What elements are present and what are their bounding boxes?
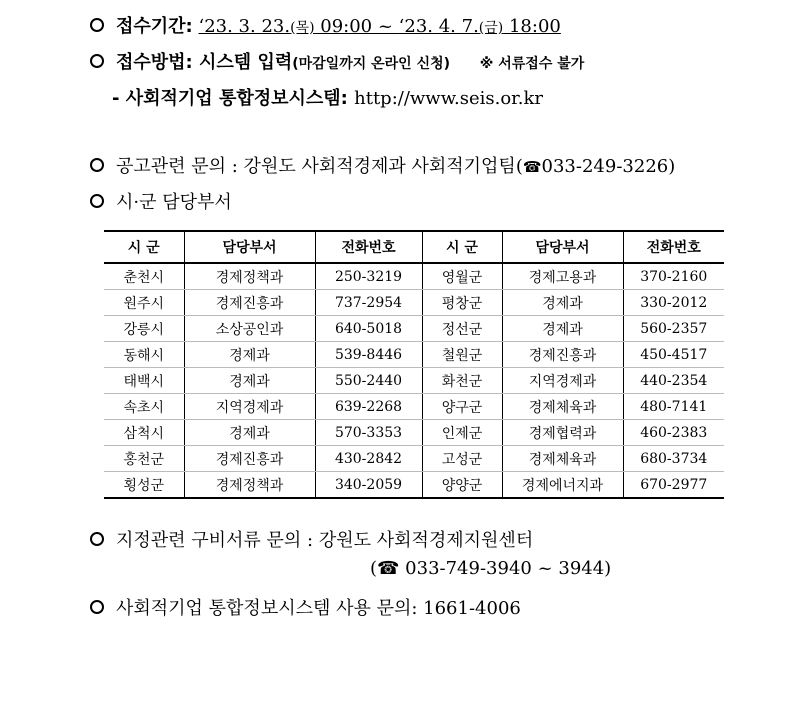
docs-inquiry-text: 지정관련 구비서류 문의 : 강원도 사회적경제지원센터 — [116, 530, 534, 551]
reception-method — [90, 48, 584, 74]
cell-dept: 경제체육과 — [502, 446, 623, 472]
cell-dept: 경제과 — [502, 290, 623, 316]
system-inquiry — [90, 594, 521, 620]
cell-dept: 지역경제과 — [502, 368, 623, 394]
cell-dept: 경제과 — [502, 316, 623, 342]
method-note: (마감일까지 온라인 신청) — [292, 56, 451, 72]
table-row — [104, 342, 724, 368]
phone-icon: ☎ — [522, 158, 542, 176]
cell-phone: 560-2357 — [623, 316, 724, 342]
cell-city: 홍천군 — [104, 446, 184, 472]
dept-table — [104, 230, 724, 499]
table-row — [104, 316, 724, 342]
cell-dept: 지역경제과 — [184, 394, 315, 420]
cell-dept: 경제과 — [184, 420, 315, 446]
cell-city: 고성군 — [422, 446, 502, 472]
dept-heading — [90, 188, 232, 214]
cell-city: 태백시 — [104, 368, 184, 394]
cell-city: 평창군 — [422, 290, 502, 316]
cell-phone: 430-2842 — [315, 446, 422, 472]
cell-city: 횡성군 — [104, 472, 184, 499]
cell-dept: 경제체육과 — [502, 394, 623, 420]
cell-city: 삼척시 — [104, 420, 184, 446]
header-dept: 담당부서 — [502, 231, 623, 263]
cell-city: 원주시 — [104, 290, 184, 316]
cell-dept: 경제과 — [184, 368, 315, 394]
circle-bullet-icon — [90, 600, 104, 614]
cell-city: 강릉시 — [104, 316, 184, 342]
cell-phone: 680-3734 — [623, 446, 724, 472]
circle-bullet-icon — [90, 532, 104, 546]
header-city: 시 군 — [422, 231, 502, 263]
table-body — [104, 263, 724, 498]
table-row — [104, 472, 724, 499]
cell-phone: 539-8446 — [315, 342, 422, 368]
table-row — [104, 290, 724, 316]
cell-dept: 경제진흥과 — [502, 342, 623, 368]
header-city: 시 군 — [104, 231, 184, 263]
table-header-row — [104, 231, 724, 263]
cell-phone: 250-3219 — [315, 263, 422, 290]
cell-dept: 경제정책과 — [184, 263, 315, 290]
cell-phone: 640-5018 — [315, 316, 422, 342]
reception-period — [90, 12, 561, 38]
circle-bullet-icon — [90, 54, 104, 68]
inquiry-notice-text: 공고관련 문의 : 강원도 사회적경제과 사회적기업팀( — [116, 156, 523, 177]
cell-phone: 639-2268 — [315, 394, 422, 420]
dept-heading-text: 시·군 담당부서 — [116, 192, 232, 213]
cell-city: 정선군 — [422, 316, 502, 342]
circle-bullet-icon — [90, 158, 104, 172]
circle-bullet-icon — [90, 194, 104, 208]
system-info — [112, 84, 543, 110]
cell-city: 영월군 — [422, 263, 502, 290]
cell-phone: 330-2012 — [623, 290, 724, 316]
table-row — [104, 420, 724, 446]
table-row — [104, 394, 724, 420]
table-row — [104, 263, 724, 290]
header-phone: 전화번호 — [315, 231, 422, 263]
inquiry-notice — [90, 152, 675, 178]
cell-dept: 경제정책과 — [184, 472, 315, 499]
inquiry-notice-phone: 033-249-3226) — [541, 156, 676, 177]
cell-city: 춘천시 — [104, 263, 184, 290]
cell-city: 동해시 — [104, 342, 184, 368]
cell-phone: 440-2354 — [623, 368, 724, 394]
system-label: - 사회적기업 통합정보시스템: — [112, 88, 355, 109]
cell-dept: 경제진흥과 — [184, 446, 315, 472]
header-dept: 담당부서 — [184, 231, 315, 263]
cell-phone: 370-2160 — [623, 263, 724, 290]
docs-inquiry — [90, 526, 533, 552]
period-label: 접수기간: — [116, 16, 193, 37]
cell-phone: 550-2440 — [315, 368, 422, 394]
cell-dept: 경제고용과 — [502, 263, 623, 290]
cell-phone: 737-2954 — [315, 290, 422, 316]
system-inquiry-text: 사회적기업 통합정보시스템 사용 문의: 1661-4006 — [116, 598, 521, 619]
cell-city: 속초시 — [104, 394, 184, 420]
cell-phone: 670-2977 — [623, 472, 724, 499]
circle-bullet-icon — [90, 18, 104, 32]
table-row — [104, 368, 724, 394]
cell-dept: 경제에너지과 — [502, 472, 623, 499]
cell-phone: 340-2059 — [315, 472, 422, 499]
cell-phone: 450-4517 — [623, 342, 724, 368]
cell-city: 양구군 — [422, 394, 502, 420]
method-warning: ※ 서류접수 불가 — [479, 56, 585, 72]
cell-dept: 경제협력과 — [502, 420, 623, 446]
cell-phone: 480-7141 — [623, 394, 724, 420]
period-dates: ‘23. 3. 23.(목) 09:00 ~ ‘23. 4. 7.(금) 18:00 — [198, 16, 561, 37]
table-row — [104, 446, 724, 472]
cell-city: 인제군 — [422, 420, 502, 446]
method-label: 접수방법: 시스템 입력 — [116, 52, 293, 73]
system-url-link[interactable]: http://www.seis.or.kr — [354, 88, 544, 109]
docs-inquiry-phone: (☎ 033-749-3940 ~ 3944) — [370, 558, 612, 579]
cell-city: 양양군 — [422, 472, 502, 499]
header-phone: 전화번호 — [623, 231, 724, 263]
cell-city: 화천군 — [422, 368, 502, 394]
cell-phone: 570-3353 — [315, 420, 422, 446]
cell-dept: 소상공인과 — [184, 316, 315, 342]
cell-city: 철원군 — [422, 342, 502, 368]
cell-dept: 경제진흥과 — [184, 290, 315, 316]
cell-dept: 경제과 — [184, 342, 315, 368]
cell-phone: 460-2383 — [623, 420, 724, 446]
